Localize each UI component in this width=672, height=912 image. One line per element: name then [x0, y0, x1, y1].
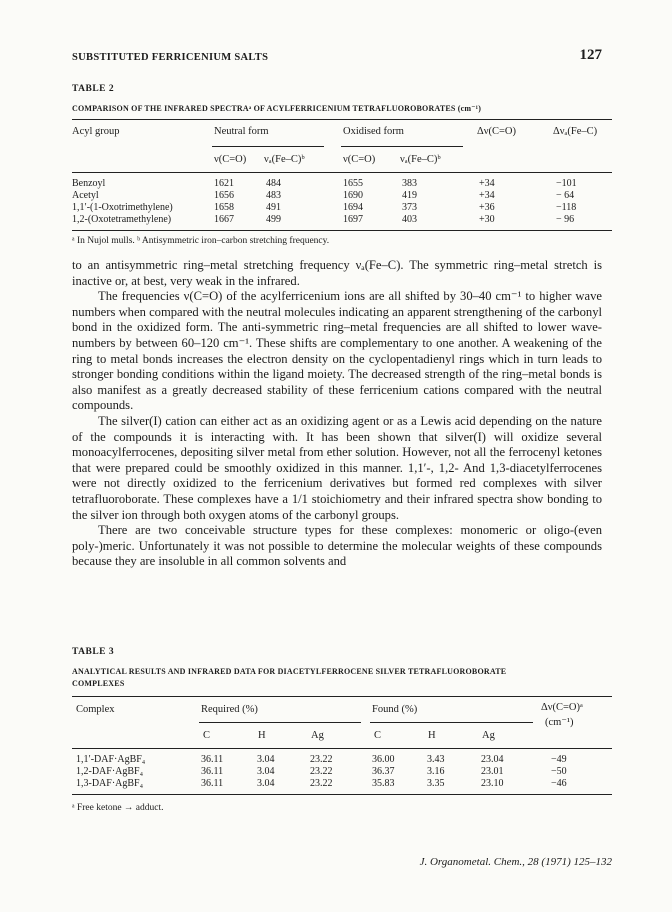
body-text	[72, 258, 602, 570]
table2-bottom-rule	[72, 230, 612, 231]
table3-subheader-required-c: C	[203, 730, 211, 741]
journal-citation: J. Organometal. Chem., 28 (1971) 125–132	[419, 856, 612, 868]
table2-header-delta-fec: Δνₐ(Fe–C)	[553, 126, 598, 137]
running-title: SUBSTITUTED FERRICENIUM SALTS	[72, 52, 269, 63]
running-header	[72, 47, 602, 67]
oxidised-fec-cell: 403	[402, 214, 417, 225]
acyl-group-cell: Benzoyl	[72, 178, 106, 189]
neutral-co-cell: 1658	[214, 202, 234, 213]
delta-co-cell: +34	[479, 178, 495, 189]
acyl-group-cell: Acetyl	[72, 190, 99, 201]
oxidised-fec-cell: 383	[402, 178, 417, 189]
oxidised-co-cell: 1655	[343, 178, 363, 189]
table3-header-delta: Δν(C=O)ᵃ	[541, 702, 583, 713]
found-h-cell: 3.35	[427, 778, 445, 789]
table3-label: TABLE 3	[72, 647, 115, 657]
required-h-cell: 3.04	[257, 754, 275, 765]
found-ag-cell: 23.01	[481, 766, 504, 777]
table3-caption-line1: ANALYTICAL RESULTS AND INFRARED DATA FOR DIACETYLFERROCENE SILVER TETRAFLUOROBORATE	[72, 667, 507, 676]
complex-cell: 1,2-DAF·AgBF₄	[76, 766, 144, 777]
table2-subheader-oxidised-fec: νₐ(Fe–C)ᵇ	[400, 154, 441, 165]
table3-header-found: Found (%)	[372, 704, 418, 715]
table2-header-rule	[72, 172, 612, 173]
table3-required-span-rule	[199, 722, 361, 723]
table3-header-complex: Complex	[76, 704, 115, 715]
table3-header-rule	[72, 748, 612, 749]
neutral-fec-cell: 499	[266, 214, 281, 225]
delta-cell: −46	[551, 778, 567, 789]
delta-cell: −50	[551, 766, 567, 777]
table2-subheader-neutral-co: ν(C=O)	[214, 154, 247, 165]
delta-co-cell: +34	[479, 190, 495, 201]
table2-label: TABLE 2	[72, 84, 115, 94]
found-c-cell: 36.37	[372, 766, 395, 777]
delta-fec-cell: − 64	[556, 190, 575, 201]
required-ag-cell: 23.22	[310, 766, 333, 777]
table3-header-required: Required (%)	[201, 704, 258, 715]
table2-header-acyl-group: Acyl group	[72, 126, 120, 137]
table3-header-delta-unit: (cm⁻¹)	[545, 717, 574, 728]
table3-footnote: ᵃ Free ketone → adduct.	[72, 803, 164, 813]
table2-subheader-neutral-fec: νₐ(Fe–C)ᵇ	[264, 154, 305, 165]
found-c-cell: 36.00	[372, 754, 395, 765]
paragraph-2: The frequencies ν(C=O) of the acylferricenium ions are all shifted by 30–40 cm⁻¹ to higher wave numbers when compared with the neutral molecules indicating an apparent strengthening of the carbonyl bond in the oxidized form. The anti-symmetric ring–metal frequencies are all shifted to lower wave-numbers by between 60–120 cm⁻¹. These shifts are complementary to one another. A weakening of the ring to metal bonds increases the electron density on the cyclopentadienyl rings which in turn leads to stronger bonding conditions within the ligand moiety. The decreased strength of the ring–metal bonds is also manifest as a greatly decreased stability of these ferricenium cations compared with the neutral compounds.	[72, 289, 602, 413]
required-h-cell: 3.04	[257, 778, 275, 789]
table3-subheader-found-h: H	[428, 730, 436, 741]
oxidised-fec-cell: 373	[402, 202, 417, 213]
required-c-cell: 36.11	[201, 778, 224, 789]
table3-subheader-found-c: C	[374, 730, 382, 741]
required-c-cell: 36.11	[201, 754, 224, 765]
neutral-fec-cell: 491	[266, 202, 281, 213]
table3-found-span-rule	[370, 722, 533, 723]
required-h-cell: 3.04	[257, 766, 275, 777]
page-number: 127	[579, 47, 602, 63]
delta-fec-cell: − 96	[556, 214, 575, 225]
table3-subheader-required-h: H	[258, 730, 266, 741]
neutral-fec-cell: 483	[266, 190, 281, 201]
found-h-cell: 3.43	[427, 754, 445, 765]
table2-caption: COMPARISON OF THE INFRARED SPECTRAᵃ OF ACYLFERRICENIUM TETRAFLUOROBORATES (cm⁻¹)	[72, 104, 482, 113]
delta-co-cell: +36	[479, 202, 495, 213]
neutral-co-cell: 1621	[214, 178, 234, 189]
found-ag-cell: 23.04	[481, 754, 504, 765]
neutral-co-cell: 1667	[214, 214, 234, 225]
oxidised-co-cell: 1694	[343, 202, 363, 213]
required-ag-cell: 23.22	[310, 778, 333, 789]
complex-cell: 1,1′-DAF·AgBF₄	[76, 754, 146, 765]
delta-fec-cell: −101	[556, 178, 577, 189]
table2-header-delta-co: Δν(C=O)	[477, 126, 517, 137]
acyl-group-cell: 1,2-(Oxotetramethylene)	[72, 214, 172, 225]
paragraph-1: to an antisymmetric ring–metal stretching frequency νₐ(Fe–C). The symmetric ring–metal stretch is inactive or, at best, very weak in the infrared.	[72, 258, 602, 288]
found-ag-cell: 23.10	[481, 778, 504, 789]
table3-subheader-found-ag: Ag	[482, 730, 495, 741]
required-c-cell: 36.11	[201, 766, 224, 777]
delta-fec-cell: −118	[556, 202, 577, 213]
table2-neutral-span-rule	[212, 146, 324, 147]
table2-top-rule	[72, 119, 612, 120]
found-c-cell: 35.83	[372, 778, 395, 789]
table2-subheader-oxidised-co: ν(C=O)	[343, 154, 376, 165]
table3-top-rule	[72, 696, 612, 697]
paragraph-4: There are two conceivable structure types for these complexes: monomeric or oligo-(even poly-)meric. Unfortunately it was not possible to determine the molecular weights of these compounds because they are insoluble in all common solvents and	[72, 523, 602, 569]
table2-header-oxidised-form: Oxidised form	[343, 126, 404, 137]
oxidised-fec-cell: 419	[402, 190, 417, 201]
table3-bottom-rule	[72, 794, 612, 795]
paragraph-3: The silver(I) cation can either act as an oxidizing agent or as a Lewis acid depending on the nature of the compounds it is interacting with. It has been shown that silver(I) will oxidize several monoacylferrocenes, depositing silver metal from ether solution. However, not all the ferrocenyl ketones that were prepared could be smoothly oxidized in this manner. 1,1′-, 1,2- And 1,3-diacetylferrocenes were not directly oxidized to the ferricenium derivatives but formed red complexes with silver tetrafluoroborate. These complexes have a 1/1 stoichiometry and their infrared spectra show bonding to the silver ion through both oxygen atoms of the carbonyl groups.	[72, 413, 602, 522]
neutral-co-cell: 1656	[214, 190, 234, 201]
oxidised-co-cell: 1697	[343, 214, 363, 225]
acyl-group-cell: 1,1′-(1-Oxotrimethylene)	[72, 202, 173, 213]
delta-cell: −49	[551, 754, 567, 765]
neutral-fec-cell: 484	[266, 178, 281, 189]
required-ag-cell: 23.22	[310, 754, 333, 765]
table2-oxidised-span-rule	[341, 146, 463, 147]
oxidised-co-cell: 1690	[343, 190, 363, 201]
table2-header-neutral-form: Neutral form	[214, 126, 269, 137]
delta-co-cell: +30	[479, 214, 495, 225]
complex-cell: 1,3-DAF·AgBF₄	[76, 778, 144, 789]
table2-footnote: ᵃ In Nujol mulls. ᵇ Antisymmetric iron–carbon stretching frequency.	[72, 236, 330, 246]
table3-caption-line2: COMPLEXES	[72, 679, 125, 688]
found-h-cell: 3.16	[427, 766, 445, 777]
table3-subheader-required-ag: Ag	[311, 730, 324, 741]
